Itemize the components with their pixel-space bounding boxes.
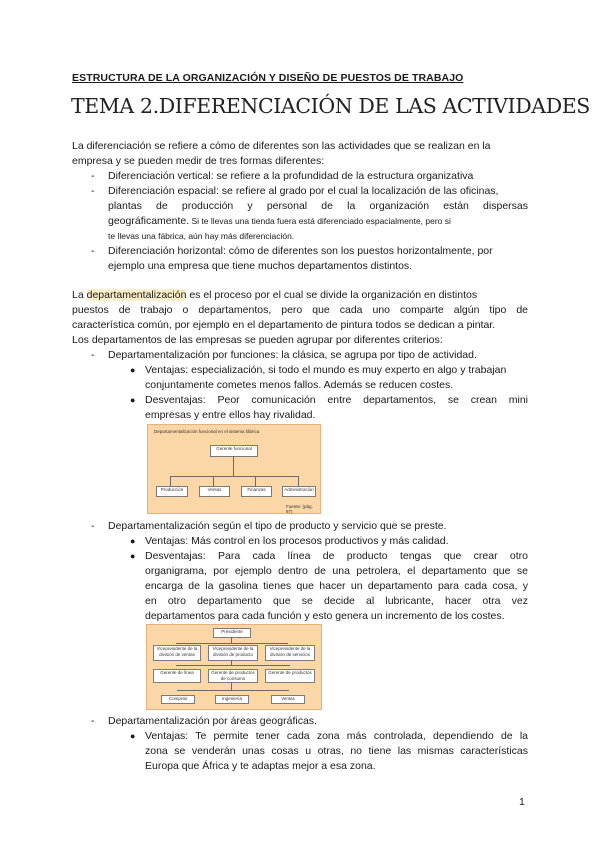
bullet-icon: ● xyxy=(130,395,136,405)
list-item-espacial-note: te llevas una fábrica, aún hay más diferenciación. xyxy=(108,231,295,241)
producto-desventajas-1: Desventajas: Para cada línea de producto tengas que crear otro xyxy=(145,550,528,562)
funciones-desventajas-2: empresas y entre ellos hay rivalidad. xyxy=(145,409,316,421)
chart-connector xyxy=(177,690,289,691)
chart-footnote: Fuente: (pág. 87) xyxy=(286,504,313,514)
chart-box: Administración xyxy=(282,486,316,497)
list-item-espacial-1: Diferenciación espacial: se refiere al grado por el cual la localización de las oficinas, xyxy=(108,185,499,197)
chart-box: Vicepresidente de la división de ventas xyxy=(153,645,201,661)
chart-connector xyxy=(255,476,256,486)
funciones-heading: Departamentalización por funciones: la clásica, se agrupa por tipo de actividad. xyxy=(108,349,477,361)
list-item-vertical: Diferenciación vertical: se refiere a la profundidad de la estructura organizativa xyxy=(108,170,474,182)
chart-top-box: Gerente funcional xyxy=(210,445,258,457)
product-org-chart xyxy=(146,624,322,710)
chart-box: Producción xyxy=(156,486,188,497)
chart-box: Vicepresidente de la división de servicios xyxy=(265,645,315,661)
chart-connector xyxy=(176,643,288,644)
chart-connector xyxy=(170,476,298,477)
chart-box: Ventas xyxy=(199,486,230,497)
dept-line-1: La departamentalización es el proceso por el cual se divide la organización en distintos xyxy=(72,289,478,301)
bullet-icon: ● xyxy=(130,365,136,375)
chart-box: Finanzas xyxy=(241,486,272,497)
producto-ventajas: Ventajas: Más control en los procesos productivos y más calidad. xyxy=(145,535,449,547)
intro-line-2: empresa y se pueden medir de tres formas diferentes: xyxy=(72,155,325,167)
bullet-icon: ● xyxy=(130,551,136,561)
bullet-icon: ● xyxy=(130,536,136,546)
page-number: 1 xyxy=(519,796,525,808)
chart-connector xyxy=(298,476,299,486)
producto-desventajas-3: encarga de la gasolina tienes que hacer un departamento para cada cosa, y xyxy=(145,580,528,592)
chart-connector xyxy=(233,456,234,476)
producto-desventajas-4: en otro departamento que se decide al lubricante, hacer otra vez xyxy=(145,595,528,607)
geografica-ventajas-1: Ventajas: Te permite tener cada zona más controlada, dependiendo de la xyxy=(145,730,528,742)
bullet-icon: ● xyxy=(130,731,136,741)
funciones-desventajas-1: Desventajas: Peor comunicación entre departamentos, se crean mini xyxy=(145,394,528,406)
chart-box: Ventas xyxy=(271,695,305,704)
intro-line-1: La diferenciación se refiere a cómo de diferentes son las actividades que se realizan en la xyxy=(72,140,491,152)
chart-box: Compras xyxy=(161,695,195,704)
chart-box: Ingeniería xyxy=(215,695,249,704)
chart-top-box: Presidente xyxy=(213,628,251,638)
funciones-ventajas-2: conjuntamente cometes menos fallos. Además se reducen costes. xyxy=(145,379,454,391)
chart-box: Vicepresidente de la división de producto xyxy=(208,645,258,661)
list-dash: - xyxy=(91,185,95,197)
list-item-espacial-2: plantas de producción y personal de la organización están dispersas xyxy=(108,200,528,212)
funciones-ventajas-1: Ventajas: especialización, si todo el mundo es muy experto en algo y trabajan xyxy=(145,364,507,376)
dept-line-3: característica común, por ejemplo en el departamento de pintura todos se dedican a pintar. xyxy=(72,319,496,331)
section-title: TEMA 2.DIFERENCIACIÓN DE LAS ACTIVIDADES xyxy=(71,94,590,118)
list-dash: - xyxy=(91,520,95,532)
document-header: ESTRUCTURA DE LA ORGANIZACIÓN Y DISEÑO DE PUESTOS DE TRABAJO xyxy=(72,72,464,84)
producto-heading: Departamentalización según el tipo de producto y servicio que se preste. xyxy=(108,520,447,532)
geografica-heading: Departamentalización por áreas geográficas. xyxy=(108,715,317,727)
list-dash: - xyxy=(91,170,95,182)
chart-title: Departamentalización funcional en el sistema fábrica xyxy=(154,429,260,434)
list-dash: - xyxy=(91,245,95,257)
dept-line-4: Los departamentos de las empresas se pueden agrupar por diferentes criterios: xyxy=(72,334,443,346)
list-dash: - xyxy=(91,715,95,727)
list-item-horizontal-1: Diferenciación horizontal: cómo de diferentes son los puestos horizontalmente, por xyxy=(108,245,493,257)
producto-desventajas-2: organigrama, por ejemplo dentro de una petrolera, el departamento que se xyxy=(145,565,528,577)
chart-connector xyxy=(170,476,171,486)
highlighted-term: departamentalización xyxy=(86,289,187,301)
functional-org-chart xyxy=(147,424,321,514)
dept-line-2: puestos de trabajo o departamentos, pero que cada uno comparte algún tipo de xyxy=(72,304,528,316)
chart-box: Gerente de productos de consumo xyxy=(208,669,258,683)
list-item-espacial-3: geográficamente. Si te llevas una tienda fuera está diferenciado espacialmente, pero si xyxy=(108,215,451,227)
geografica-ventajas-2: zona se venderán unas cosas u otras, no tiene las mismas características xyxy=(145,745,528,757)
producto-desventajas-5: departamentos para cada función y esto genera un incremento de los costes. xyxy=(145,610,505,622)
geografica-ventajas-3: Europa que África y te adaptas mejor a esa zona. xyxy=(145,760,376,772)
list-dash: - xyxy=(91,349,95,361)
list-item-horizontal-2: ejemplo una empresa que tiene muchos departamentos distintos. xyxy=(108,260,413,272)
chart-box: Gerente de productos xyxy=(265,669,315,683)
chart-connector xyxy=(231,682,232,690)
chart-box: Gerente de línea xyxy=(153,669,201,683)
chart-connector xyxy=(176,665,290,666)
chart-connector xyxy=(213,476,214,486)
